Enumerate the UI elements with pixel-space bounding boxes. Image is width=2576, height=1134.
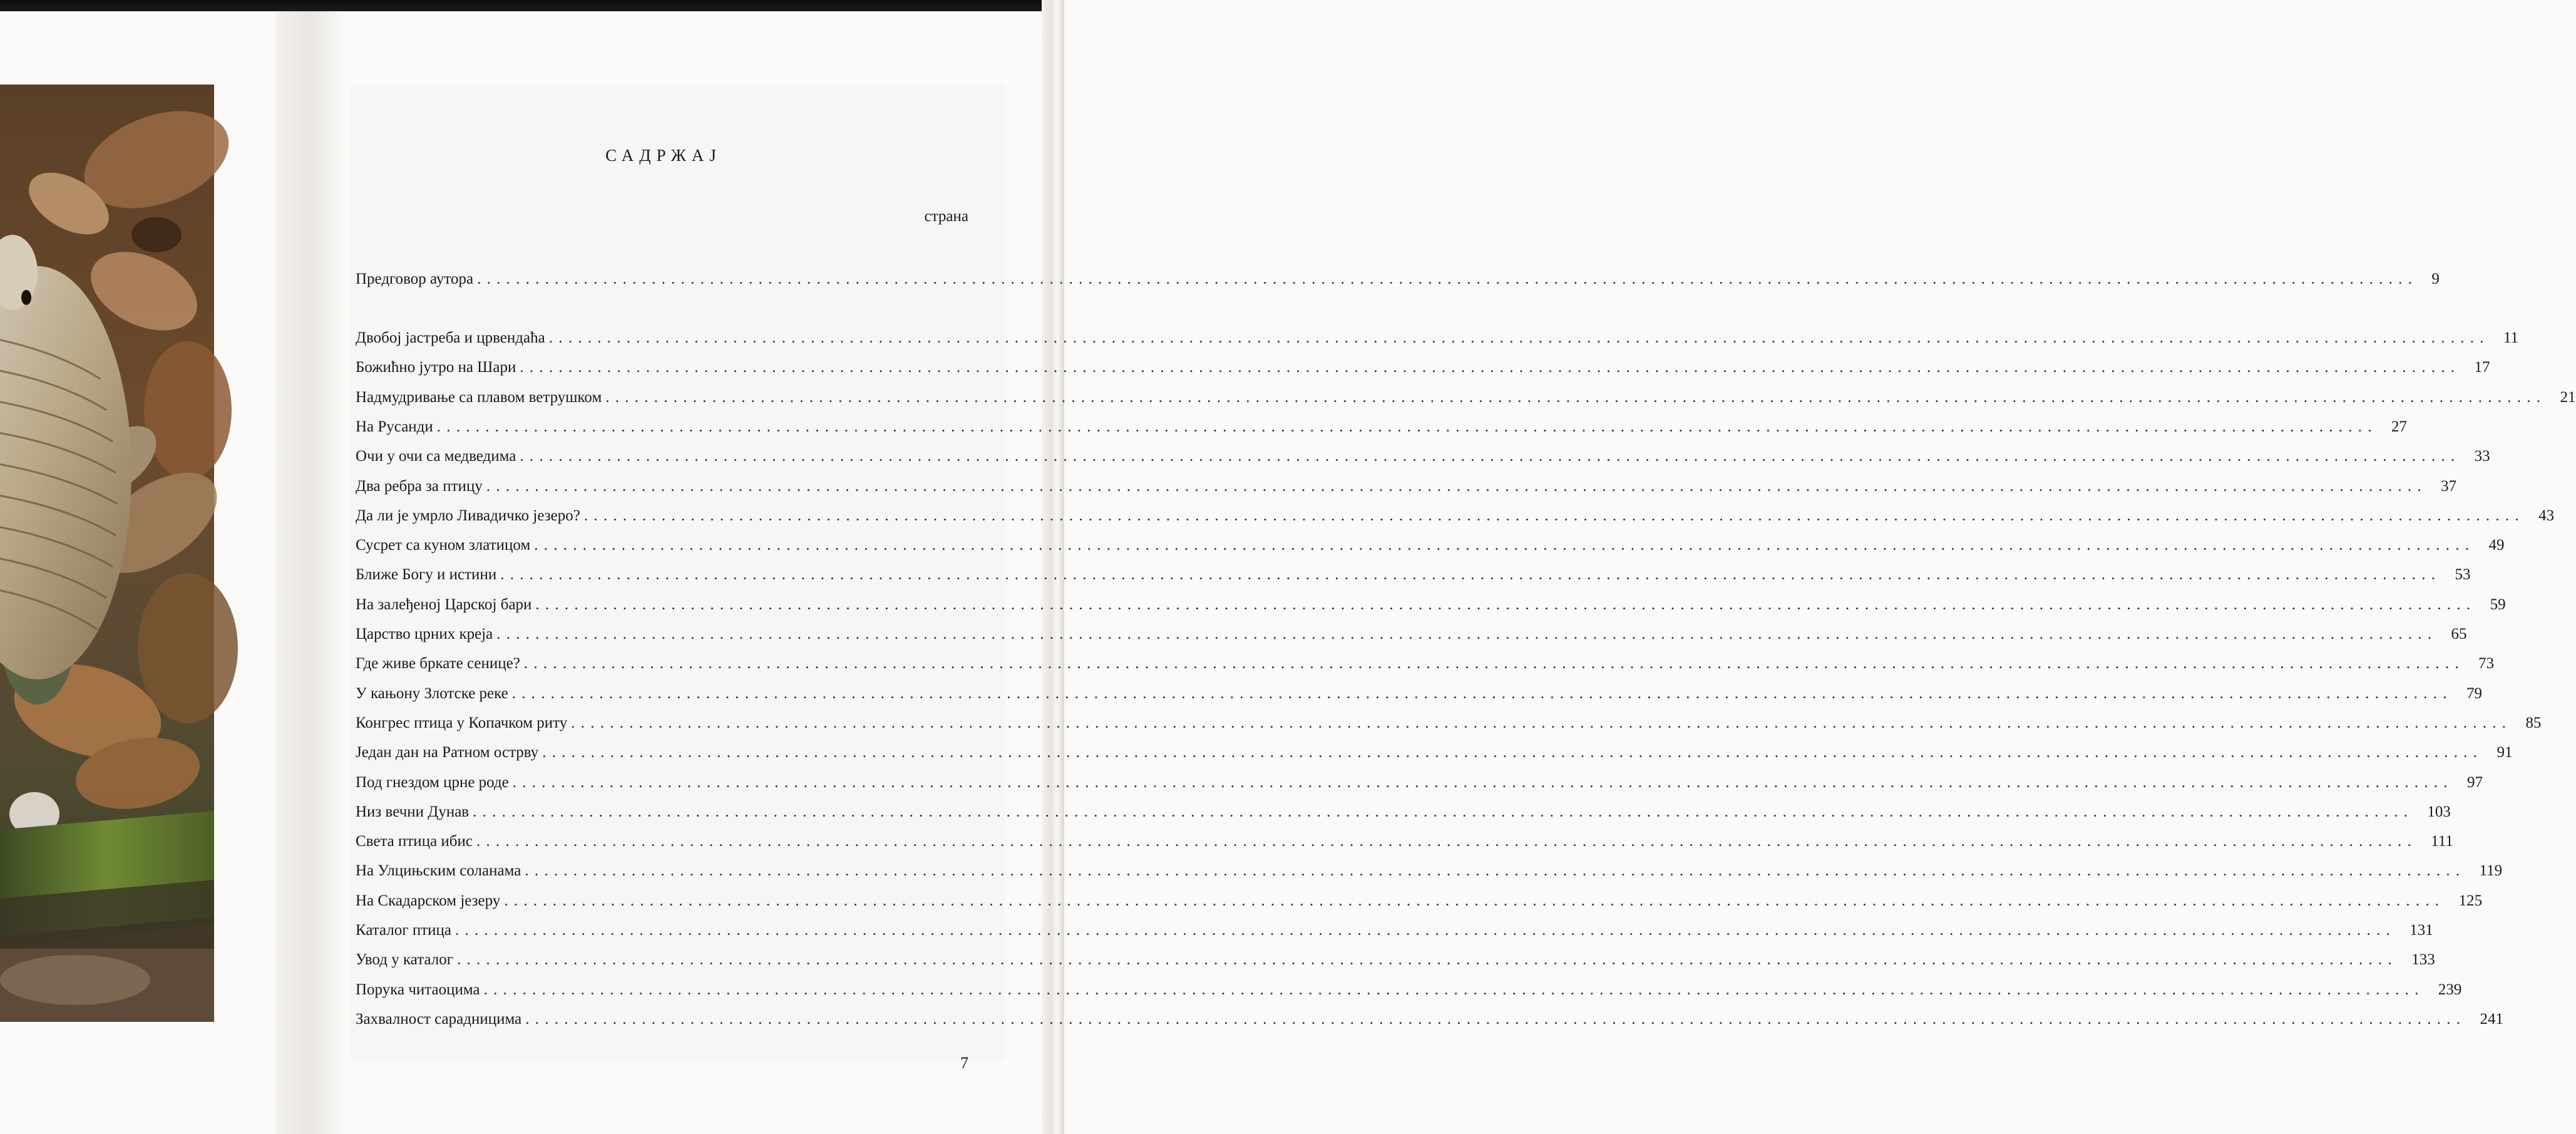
toc-entry-title: На Улцињским соланама <box>356 862 521 880</box>
toc-leader-dots: . . . . . . . . . . . . . . . . . . . . . . . . . . . . . . . . . . . . . . . . . . . . . . . . . . . . . . . . . . . . . . . . . . . . . . . . . . . . . . . . . . . . . . . . . . . . . . . . . . . . . . . . . . . . . . . . . . . . . . . . . . . . . . . . . . . . . . . . . . . . . . . . . . . . . . . . . . . . . . . . . . . . . . . . . . . . . . . . . . . . . . . . . . . . . . . . . . . . . . . . <box>605 388 2542 406</box>
book-gutter <box>275 11 344 1134</box>
toc-entry <box>356 830 2453 853</box>
toc-entry-title: На Русанди <box>356 418 433 435</box>
toc-leader-dots: . . . . . . . . . . . . . . . . . . . . . . . . . . . . . . . . . . . . . . . . . . . . . . . . . . . . . . . . . . . . . . . . . . . . . . . . . . . . . . . . . . . . . . . . . . . . . . . . . . . . . . . . . . . . . . . . . . . . . . . . . . . . . . . . . . . . . . . . . . . . . . . . . . . . . . . . . . . . . . . . . . . . . . . . . . . . . . . . . . . . . . . . . . . . . . . . . . . . . . . . <box>473 803 2409 820</box>
toc-entry <box>356 594 2506 616</box>
toc-entry-page: 73 <box>2478 655 2495 673</box>
toc-entry-title: Конгрес птица у Копачком риту <box>356 714 568 731</box>
toc-entry-title: Захвалност сарадницима <box>356 1010 522 1028</box>
toc-entry <box>356 356 2490 379</box>
toc-leader-dots: . . . . . . . . . . . . . . . . . . . . . . . . . . . . . . . . . . . . . . . . . . . . . . . . . . . . . . . . . . . . . . . . . . . . . . . . . . . . . . . . . . . . . . . . . . . . . . . . . . . . . . . . . . . . . . . . . . . . . . . . . . . . . . . . . . . . . . . . . . . . . . . . . . . . . . . . . . . . . . . . . . . . . . . . . . . . . . . . . . . . . . . . . . . . . . . . . . . . . . . . <box>520 359 2456 376</box>
toc-title: САДРЖАЈ <box>605 146 722 165</box>
page-number: 7 <box>960 1054 968 1072</box>
toc-entry-title: Каталог птица <box>356 922 451 939</box>
toc-entry <box>356 445 2490 468</box>
toc-entry <box>356 268 2440 291</box>
toc-entry-page: 125 <box>2458 892 2483 909</box>
toc-leader-dots: . . . . . . . . . . . . . . . . . . . . . . . . . . . . . . . . . . . . . . . . . . . . . . . . . . . . . . . . . . . . . . . . . . . . . . . . . . . . . . . . . . . . . . . . . . . . . . . . . . . . . . . . . . . . . . . . . . . . . . . . . . . . . . . . . . . . . . . . . . . . . . . . . . . . . . . . . . . . . . . . . . . . . . . . . . . . . . . . . . . . . . . . . . . . . . . . . . . . . . . . <box>535 595 2471 613</box>
toc-leader-dots: . . . . . . . . . . . . . . . . . . . . . . . . . . . . . . . . . . . . . . . . . . . . . . . . . . . . . . . . . . . . . . . . . . . . . . . . . . . . . . . . . . . . . . . . . . . . . . . . . . . . . . . . . . . . . . . . . . . . . . . . . . . . . . . . . . . . . . . . . . . . . . . . . . . . . . . . . . . . . . . . . . . . . . . . . . . . . . . . . . . . . . . . . . . . . . . . . . . . . . . . <box>454 922 2391 939</box>
toc-entry-title: Божићно јутро на Шари <box>356 359 516 376</box>
toc-leader-dots: . . . . . . . . . . . . . . . . . . . . . . . . . . . . . . . . . . . . . . . . . . . . . . . . . . . . . . . . . . . . . . . . . . . . . . . . . . . . . . . . . . . . . . . . . . . . . . . . . . . . . . . . . . . . . . . . . . . . . . . . . . . . . . . . . . . . . . . . . . . . . . . . . . . . . . . . . . . . . . . . . . . . . . . . . . . . . . . . . . . . . . . . . . . . . . . . . . . . . . . . <box>534 537 2470 554</box>
toc-entry-title: Предговор аутора <box>356 271 474 287</box>
scan-top-edge <box>0 0 1064 11</box>
toc-leader-dots: . . . . . . . . . . . . . . . . . . . . . . . . . . . . . . . . . . . . . . . . . . . . . . . . . . . . . . . . . . . . . . . . . . . . . . . . . . . . . . . . . . . . . . . . . . . . . . . . . . . . . . . . . . . . . . . . . . . . . . . . . . . . . . . . . . . . . . . . . . . . . . . . . . . . . . . . . . . . . . . . . . . . . . . . . . . . . . . . . . . . . . . . . . . . . . . . . . . . . . . . <box>511 684 2448 702</box>
toc-entry-page: 33 <box>2474 448 2490 465</box>
toc-entry-page: 11 <box>2503 329 2519 346</box>
toc-entry-title: Порука читаоцима <box>356 981 480 998</box>
toc-entry <box>356 890 2483 912</box>
toc-entry-title: Један дан на Ратном острву <box>356 744 539 761</box>
toc-entry-page: 21 <box>2560 388 2576 406</box>
toc-entry-page: 43 <box>2538 507 2555 524</box>
toc-entry <box>356 652 2495 675</box>
toc-entry-page: 37 <box>2441 477 2457 495</box>
toc-leader-dots: . . . . . . . . . . . . . . . . . . . . . . . . . . . . . . . . . . . . . . . . . . . . . . . . . . . . . . . . . . . . . . . . . . . . . . . . . . . . . . . . . . . . . . . . . . . . . . . . . . . . . . . . . . . . . . . . . . . . . . . . . . . . . . . . . . . . . . . . . . . . . . . . . . . . . . . . . . . . . . . . . . . . . . . . . . . . . . . . . . . . . . . . . . . . . . . . . . . . . . . . <box>436 418 2373 435</box>
toc-leader-dots: . . . . . . . . . . . . . . . . . . . . . . . . . . . . . . . . . . . . . . . . . . . . . . . . . . . . . . . . . . . . . . . . . . . . . . . . . . . . . . . . . . . . . . . . . . . . . . . . . . . . . . . . . . . . . . . . . . . . . . . . . . . . . . . . . . . . . . . . . . . . . . . . . . . . . . . . . . . . . . . . . . . . . . . . . . . . . . . . . . . . . . . . . . . . . . . . . . . . . . . . <box>548 329 2485 346</box>
toc-entry-title: Под гнездом црне роде <box>356 773 509 791</box>
toc-entry-title: Сусрет са куном златицом <box>356 537 531 554</box>
toc-entry <box>356 683 2483 705</box>
toc-leader-dots: . . . . . . . . . . . . . . . . . . . . . . . . . . . . . . . . . . . . . . . . . . . . . . . . . . . . . . . . . . . . . . . . . . . . . . . . . . . . . . . . . . . . . . . . . . . . . . . . . . . . . . . . . . . . . . . . . . . . . . . . . . . . . . . . . . . . . . . . . . . . . . . . . . . . . . . . . . . . . . . . . . . . . . . . . . . . . . . . . . . . . . . . . . . . . . . . . . . . . . . . <box>525 1010 2461 1028</box>
toc-entry-title: На Скадарском језеру <box>356 892 501 909</box>
toc-entry-page: 65 <box>2451 626 2467 642</box>
toc-leader-dots: . . . . . . . . . . . . . . . . . . . . . . . . . . . . . . . . . . . . . . . . . . . . . . . . . . . . . . . . . . . . . . . . . . . . . . . . . . . . . . . . . . . . . . . . . . . . . . . . . . . . . . . . . . . . . . . . . . . . . . . . . . . . . . . . . . . . . . . . . . . . . . . . . . . . . . . . . . . . . . . . . . . . . . . . . . . . . . . . . . . . . . . . . . . . . . . . . . . . . . . . <box>500 566 2436 584</box>
toc-entry-page: 53 <box>2455 566 2471 584</box>
toc-leader-dots: . . . . . . . . . . . . . . . . . . . . . . . . . . . . . . . . . . . . . . . . . . . . . . . . . . . . . . . . . . . . . . . . . . . . . . . . . . . . . . . . . . . . . . . . . . . . . . . . . . . . . . . . . . . . . . . . . . . . . . . . . . . . . . . . . . . . . . . . . . . . . . . . . . . . . . . . . . . . . . . . . . . . . . . . . . . . . . . . . . . . . . . . . . . . . . . . . . . . . . . . <box>512 773 2449 791</box>
toc-leader-dots: . . . . . . . . . . . . . . . . . . . . . . . . . . . . . . . . . . . . . . . . . . . . . . . . . . . . . . . . . . . . . . . . . . . . . . . . . . . . . . . . . . . . . . . . . . . . . . . . . . . . . . . . . . . . . . . . . . . . . . . . . . . . . . . . . . . . . . . . . . . . . . . . . . . . . . . . . . . . . . . . . . . . . . . . . . . . . . . . . . . . . . . . . . . . . . . . . . . . . . . . <box>583 507 2520 524</box>
toc-leader-dots: . . . . . . . . . . . . . . . . . . . . . . . . . . . . . . . . . . . . . . . . . . . . . . . . . . . . . . . . . . . . . . . . . . . . . . . . . . . . . . . . . . . . . . . . . . . . . . . . . . . . . . . . . . . . . . . . . . . . . . . . . . . . . . . . . . . . . . . . . . . . . . . . . . . . . . . . . . . . . . . . . . . . . . . . . . . . . . . . . . . . . . . . . . . . . . . . . . . . . . . . <box>523 655 2460 673</box>
toc-leader-dots: . . . . . . . . . . . . . . . . . . . . . . . . . . . . . . . . . . . . . . . . . . . . . . . . . . . . . . . . . . . . . . . . . . . . . . . . . . . . . . . . . . . . . . . . . . . . . . . . . . . . . . . . . . . . . . . . . . . . . . . . . . . . . . . . . . . . . . . . . . . . . . . . . . . . . . . . . . . . . . . . . . . . . . . . . . . . . . . . . . . . . . . . . . . . . . . . . . . . . . . . <box>496 626 2433 642</box>
page-column-label: страна <box>924 208 968 225</box>
toc-entry <box>356 949 2435 971</box>
toc-entry <box>356 327 2519 349</box>
toc-leader-dots: . . . . . . . . . . . . . . . . . . . . . . . . . . . . . . . . . . . . . . . . . . . . . . . . . . . . . . . . . . . . . . . . . . . . . . . . . . . . . . . . . . . . . . . . . . . . . . . . . . . . . . . . . . . . . . . . . . . . . . . . . . . . . . . . . . . . . . . . . . . . . . . . . . . . . . . . . . . . . . . . . . . . . . . . . . . . . . . . . . . . . . . . . . . . . . . . . . . . . . . . <box>542 744 2478 761</box>
toc-entry-title: Царство црних креја <box>356 626 493 642</box>
toc-entry <box>356 416 2408 438</box>
toc-entry-title: На залеђеној Царској бари <box>356 595 532 613</box>
toc-entry-page: 133 <box>2411 951 2435 969</box>
toc-entry-title: Надмудривање са плавом ветрушком <box>356 388 602 406</box>
toc-entry-page: 103 <box>2427 803 2451 820</box>
toc-entry-page: 131 <box>2409 922 2433 939</box>
toc-entry-page: 9 <box>2431 271 2440 287</box>
toc-entry-page: 91 <box>2496 744 2513 761</box>
toc-entry <box>356 505 2555 527</box>
woodcock-photo <box>0 85 214 1022</box>
toc-entry-page: 241 <box>2480 1010 2503 1028</box>
toc-entry <box>356 860 2503 882</box>
toc-entry-title: Света птица ибис <box>356 833 473 850</box>
toc-leader-dots: . . . . . . . . . . . . . . . . . . . . . . . . . . . . . . . . . . . . . . . . . . . . . . . . . . . . . . . . . . . . . . . . . . . . . . . . . . . . . . . . . . . . . . . . . . . . . . . . . . . . . . . . . . . . . . . . . . . . . . . . . . . . . . . . . . . . . . . . . . . . . . . . . . . . . . . . . . . . . . . . . . . . . . . . . . . . . . . . . . . . . . . . . . . . . . . . . . . . . . . . <box>504 892 2440 909</box>
toc-entry <box>356 1008 2503 1031</box>
toc-entry-title: Очи у очи са медведима <box>356 448 516 465</box>
toc-entry <box>356 801 2451 823</box>
toc-entry <box>356 386 2576 409</box>
toc-entry-page: 59 <box>2490 595 2506 613</box>
toc-leader-dots: . . . . . . . . . . . . . . . . . . . . . . . . . . . . . . . . . . . . . . . . . . . . . . . . . . . . . . . . . . . . . . . . . . . . . . . . . . . . . . . . . . . . . . . . . . . . . . . . . . . . . . . . . . . . . . . . . . . . . . . . . . . . . . . . . . . . . . . . . . . . . . . . . . . . . . . . . . . . . . . . . . . . . . . . . . . . . . . . . . . . . . . . . . . . . . . . . . . . . . . . <box>486 477 2423 495</box>
toc-entry <box>356 771 2483 794</box>
toc-entry-title: Два ребра за птицу <box>356 477 483 495</box>
toc-leader-dots: . . . . . . . . . . . . . . . . . . . . . . . . . . . . . . . . . . . . . . . . . . . . . . . . . . . . . . . . . . . . . . . . . . . . . . . . . . . . . . . . . . . . . . . . . . . . . . . . . . . . . . . . . . . . . . . . . . . . . . . . . . . . . . . . . . . . . . . . . . . . . . . . . . . . . . . . . . . . . . . . . . . . . . . . . . . . . . . . . . . . . . . . . . . . . . . . . . . . . . . . <box>525 862 2461 880</box>
toc-leader-dots: . . . . . . . . . . . . . . . . . . . . . . . . . . . . . . . . . . . . . . . . . . . . . . . . . . . . . . . . . . . . . . . . . . . . . . . . . . . . . . . . . . . . . . . . . . . . . . . . . . . . . . . . . . . . . . . . . . . . . . . . . . . . . . . . . . . . . . . . . . . . . . . . . . . . . . . . . . . . . . . . . . . . . . . . . . . . . . . . . . . . . . . . . . . . . . . . . . . . . . . . <box>457 951 2393 969</box>
toc-leader-dots: . . . . . . . . . . . . . . . . . . . . . . . . . . . . . . . . . . . . . . . . . . . . . . . . . . . . . . . . . . . . . . . . . . . . . . . . . . . . . . . . . . . . . . . . . . . . . . . . . . . . . . . . . . . . . . . . . . . . . . . . . . . . . . . . . . . . . . . . . . . . . . . . . . . . . . . . . . . . . . . . . . . . . . . . . . . . . . . . . . . . . . . . . . . . . . . . . . . . . . . . <box>477 271 2413 287</box>
toc-entry-title: Ближе Богу и истини <box>356 566 497 584</box>
toc-entry-title: Да ли је умрло Ливадичко језеро? <box>356 507 580 524</box>
toc-entry-page: 49 <box>2488 537 2505 554</box>
toc-leader-dots: . . . . . . . . . . . . . . . . . . . . . . . . . . . . . . . . . . . . . . . . . . . . . . . . . . . . . . . . . . . . . . . . . . . . . . . . . . . . . . . . . . . . . . . . . . . . . . . . . . . . . . . . . . . . . . . . . . . . . . . . . . . . . . . . . . . . . . . . . . . . . . . . . . . . . . . . . . . . . . . . . . . . . . . . . . . . . . . . . . . . . . . . . . . . . . . . . . . . . . . . <box>571 714 2507 731</box>
toc-leader-dots: . . . . . . . . . . . . . . . . . . . . . . . . . . . . . . . . . . . . . . . . . . . . . . . . . . . . . . . . . . . . . . . . . . . . . . . . . . . . . . . . . . . . . . . . . . . . . . . . . . . . . . . . . . . . . . . . . . . . . . . . . . . . . . . . . . . . . . . . . . . . . . . . . . . . . . . . . . . . . . . . . . . . . . . . . . . . . . . . . . . . . . . . . . . . . . . . . . . . . . . . <box>476 833 2413 850</box>
toc-entry <box>356 475 2457 498</box>
toc-entry-page: 97 <box>2467 773 2483 791</box>
toc-entry <box>356 534 2505 557</box>
toc-entry <box>356 919 2433 942</box>
toc-entry-title: У кањону Злотске реке <box>356 684 508 702</box>
toc-entry <box>356 979 2462 1001</box>
toc-entry <box>356 564 2471 586</box>
toc-entry <box>356 623 2467 646</box>
toc-entry-page: 119 <box>2479 862 2503 880</box>
toc-leader-dots: . . . . . . . . . . . . . . . . . . . . . . . . . . . . . . . . . . . . . . . . . . . . . . . . . . . . . . . . . . . . . . . . . . . . . . . . . . . . . . . . . . . . . . . . . . . . . . . . . . . . . . . . . . . . . . . . . . . . . . . . . . . . . . . . . . . . . . . . . . . . . . . . . . . . . . . . . . . . . . . . . . . . . . . . . . . . . . . . . . . . . . . . . . . . . . . . . . . . . . . . <box>483 981 2419 998</box>
toc-entry-title: Увод у каталог <box>356 951 454 969</box>
toc-entry <box>356 712 2542 735</box>
toc-leader-dots: . . . . . . . . . . . . . . . . . . . . . . . . . . . . . . . . . . . . . . . . . . . . . . . . . . . . . . . . . . . . . . . . . . . . . . . . . . . . . . . . . . . . . . . . . . . . . . . . . . . . . . . . . . . . . . . . . . . . . . . . . . . . . . . . . . . . . . . . . . . . . . . . . . . . . . . . . . . . . . . . . . . . . . . . . . . . . . . . . . . . . . . . . . . . . . . . . . . . . . . . <box>520 448 2456 465</box>
toc-entry-page: 27 <box>2391 418 2408 435</box>
toc-entry-page: 85 <box>2525 714 2542 731</box>
toc-entry-page: 239 <box>2438 981 2462 998</box>
toc-entry <box>356 741 2513 764</box>
toc-entry-page: 79 <box>2466 684 2483 702</box>
toc-entry-title: Где живе бркате сенице? <box>356 655 520 673</box>
toc-entry-title: Двобој јастреба и црвендаћа <box>356 329 545 346</box>
toc-entry-page: 17 <box>2474 359 2490 376</box>
toc-entry-title: Низ вечни Дунав <box>356 803 470 820</box>
toc-entry-page: 111 <box>2431 833 2453 850</box>
